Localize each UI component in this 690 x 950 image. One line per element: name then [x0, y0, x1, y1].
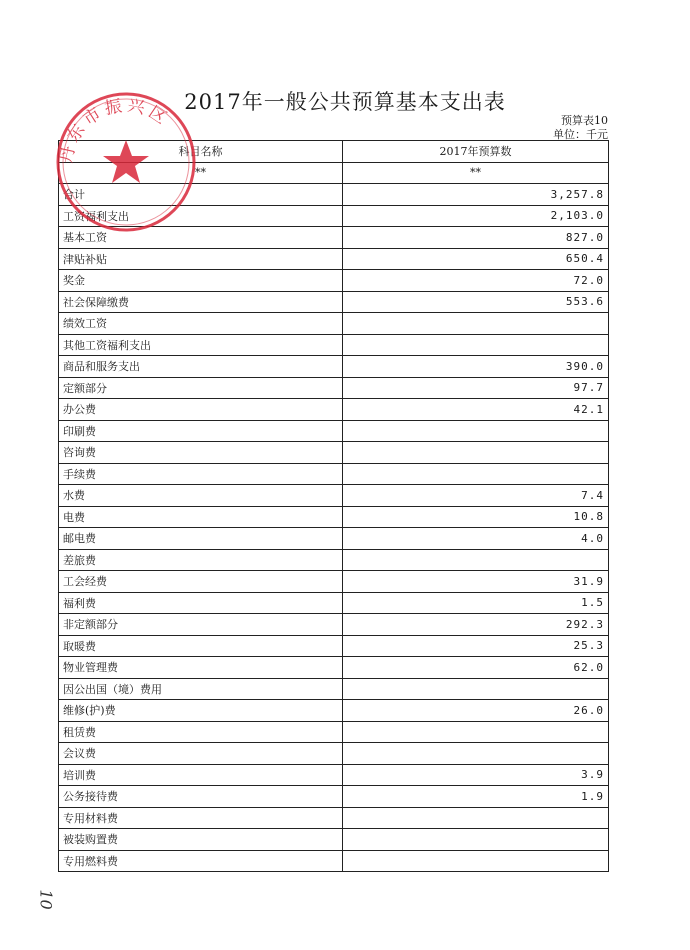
table-row	[59, 506, 609, 528]
row-name: 水费	[59, 485, 343, 507]
row-value	[343, 549, 609, 571]
table-row	[59, 334, 609, 356]
row-name: 电费	[59, 506, 343, 528]
row-value	[343, 743, 609, 765]
row-value: 3,257.8	[343, 184, 609, 206]
row-value: 4.0	[343, 528, 609, 550]
row-name: 办公费	[59, 399, 343, 421]
svg-text:丹东市振兴区	[56, 95, 173, 166]
row-name: 邮电费	[59, 528, 343, 550]
row-value: 10.8	[343, 506, 609, 528]
table-body	[59, 184, 609, 872]
row-name: 维修(护)费	[59, 700, 343, 722]
row-name: 工会经费	[59, 571, 343, 593]
row-value	[343, 850, 609, 872]
table-row	[59, 291, 609, 313]
table-row	[59, 850, 609, 872]
table-row	[59, 463, 609, 485]
row-name: 商品和服务支出	[59, 356, 343, 378]
row-name: 会议费	[59, 743, 343, 765]
row-value: 42.1	[343, 399, 609, 421]
seal-text: 丹东市振兴区	[56, 95, 174, 166]
row-name: 公务接待费	[59, 786, 343, 808]
column-header-amount: 2017年预算数	[343, 141, 609, 163]
row-name: 咨询费	[59, 442, 343, 464]
row-name: 其他工资福利支出	[59, 334, 343, 356]
row-name: 租赁费	[59, 721, 343, 743]
row-value	[343, 721, 609, 743]
seal-star-icon	[103, 140, 149, 183]
row-value: 1.9	[343, 786, 609, 808]
row-name: 取暖费	[59, 635, 343, 657]
row-name: 合计	[59, 184, 343, 206]
row-value: 3.9	[343, 764, 609, 786]
row-value	[343, 807, 609, 829]
row-value	[343, 420, 609, 442]
subheader-name: **	[59, 162, 343, 184]
row-value	[343, 463, 609, 485]
row-value: 292.3	[343, 614, 609, 636]
budget-table	[58, 140, 609, 872]
row-name: 奖金	[59, 270, 343, 292]
table-row	[59, 420, 609, 442]
row-value	[343, 442, 609, 464]
table-row	[59, 743, 609, 765]
row-name: 印刷费	[59, 420, 343, 442]
row-value: 1.5	[343, 592, 609, 614]
row-value: 650.4	[343, 248, 609, 270]
row-name: 基本工资	[59, 227, 343, 249]
table-row	[59, 356, 609, 378]
row-value: 2,103.0	[343, 205, 609, 227]
table-row	[59, 549, 609, 571]
row-name: 工资福利支出	[59, 205, 343, 227]
row-value	[343, 829, 609, 851]
table-row	[59, 442, 609, 464]
table-row	[59, 399, 609, 421]
row-name: 因公出国（境）费用	[59, 678, 343, 700]
table-row	[59, 248, 609, 270]
table-row	[59, 614, 609, 636]
row-name: 手续费	[59, 463, 343, 485]
table-row	[59, 657, 609, 679]
page-title: 2017年一般公共预算基本支出表	[184, 90, 506, 114]
table-row	[59, 786, 609, 808]
row-name: 福利费	[59, 592, 343, 614]
row-name: 专用燃料费	[59, 850, 343, 872]
table-row	[59, 635, 609, 657]
table-row	[59, 721, 609, 743]
row-value: 25.3	[343, 635, 609, 657]
table-row	[59, 678, 609, 700]
row-value: 390.0	[343, 356, 609, 378]
table-row	[59, 700, 609, 722]
row-name: 津贴补贴	[59, 248, 343, 270]
row-value	[343, 334, 609, 356]
row-value	[343, 313, 609, 335]
table-row	[59, 313, 609, 335]
row-name: 非定额部分	[59, 614, 343, 636]
unit-label: 单位：千元	[553, 128, 608, 141]
table-number: 预算表10	[561, 114, 608, 127]
row-value	[343, 678, 609, 700]
row-value: 827.0	[343, 227, 609, 249]
table-row	[59, 807, 609, 829]
column-header-name: 科目名称	[59, 141, 343, 163]
table-row	[59, 270, 609, 292]
row-name: 社会保障缴费	[59, 291, 343, 313]
row-value: 553.6	[343, 291, 609, 313]
table-row	[59, 377, 609, 399]
table-row	[59, 571, 609, 593]
row-value: 7.4	[343, 485, 609, 507]
table-row	[59, 485, 609, 507]
official-seal-stamp	[52, 88, 200, 236]
row-value: 72.0	[343, 270, 609, 292]
subheader-amount: **	[343, 162, 609, 184]
table-row	[59, 528, 609, 550]
row-name: 培训费	[59, 764, 343, 786]
row-name: 物业管理费	[59, 657, 343, 679]
row-name: 定额部分	[59, 377, 343, 399]
table-row	[59, 829, 609, 851]
row-value: 31.9	[343, 571, 609, 593]
table-row	[59, 592, 609, 614]
row-name: 专用材料费	[59, 807, 343, 829]
row-name: 差旅费	[59, 549, 343, 571]
row-value: 97.7	[343, 377, 609, 399]
row-name: 绩效工资	[59, 313, 343, 335]
row-name: 被装购置费	[59, 829, 343, 851]
row-value: 26.0	[343, 700, 609, 722]
page-number: 10	[36, 889, 56, 910]
row-value: 62.0	[343, 657, 609, 679]
table-row	[59, 764, 609, 786]
